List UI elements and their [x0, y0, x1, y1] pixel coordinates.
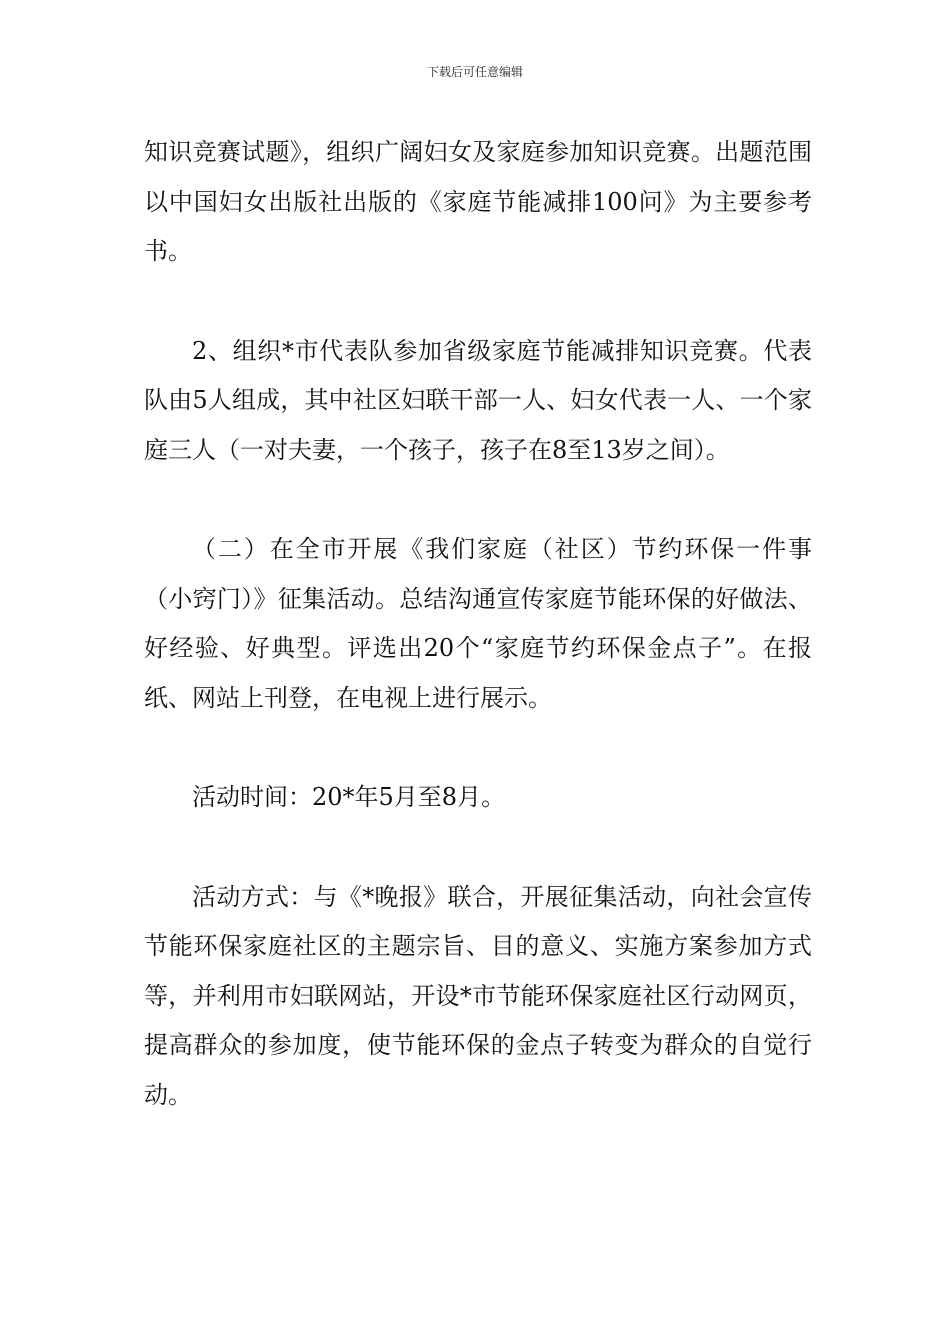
paragraph-activity-method: 活动方式：与《*晚报》联合，开展征集活动，向社会宣传节能环保家庭社区的主题宗旨、目的意义、实施方案参加方式等，并利用市妇联网站，开设*市节能环保家庭社区行动网页，提高群众的参加度，使节能环保的金点子转变为群众的自觉行动。	[144, 882, 812, 1109]
document-body	[144, 128, 812, 1170]
paragraph-activity-time: 活动时间：20*年5月至8月。	[192, 783, 506, 811]
paragraph-collection-activity: （二）在全市开展《我们家庭（社区）节约环保一件事（小窍门）》征集活动。总结沟通宣传家庭节能环保的好做法、好经验、好典型。评选出20个“家庭节约环保金点子”。在报纸、网站上刊登，在电视上进行展示。	[144, 535, 812, 712]
page-header: 下载后可任意编辑	[426, 65, 523, 79]
paragraph-quiz-continuation: 知识竞赛试题》，组织广阔妇女及家庭参加知识竞赛。出题范围以中国妇女出版社出版的《家庭节能减排100问》为主要参考书。	[144, 138, 812, 265]
paragraph-team-competition: 2、组织*市代表队参加省级家庭节能减排知识竞赛。代表队由5人组成，其中社区妇联干部一人、妇女代表一人、一个家庭三人（一对夫妻，一个孩子，孩子在8至13岁之间）。	[144, 336, 812, 464]
